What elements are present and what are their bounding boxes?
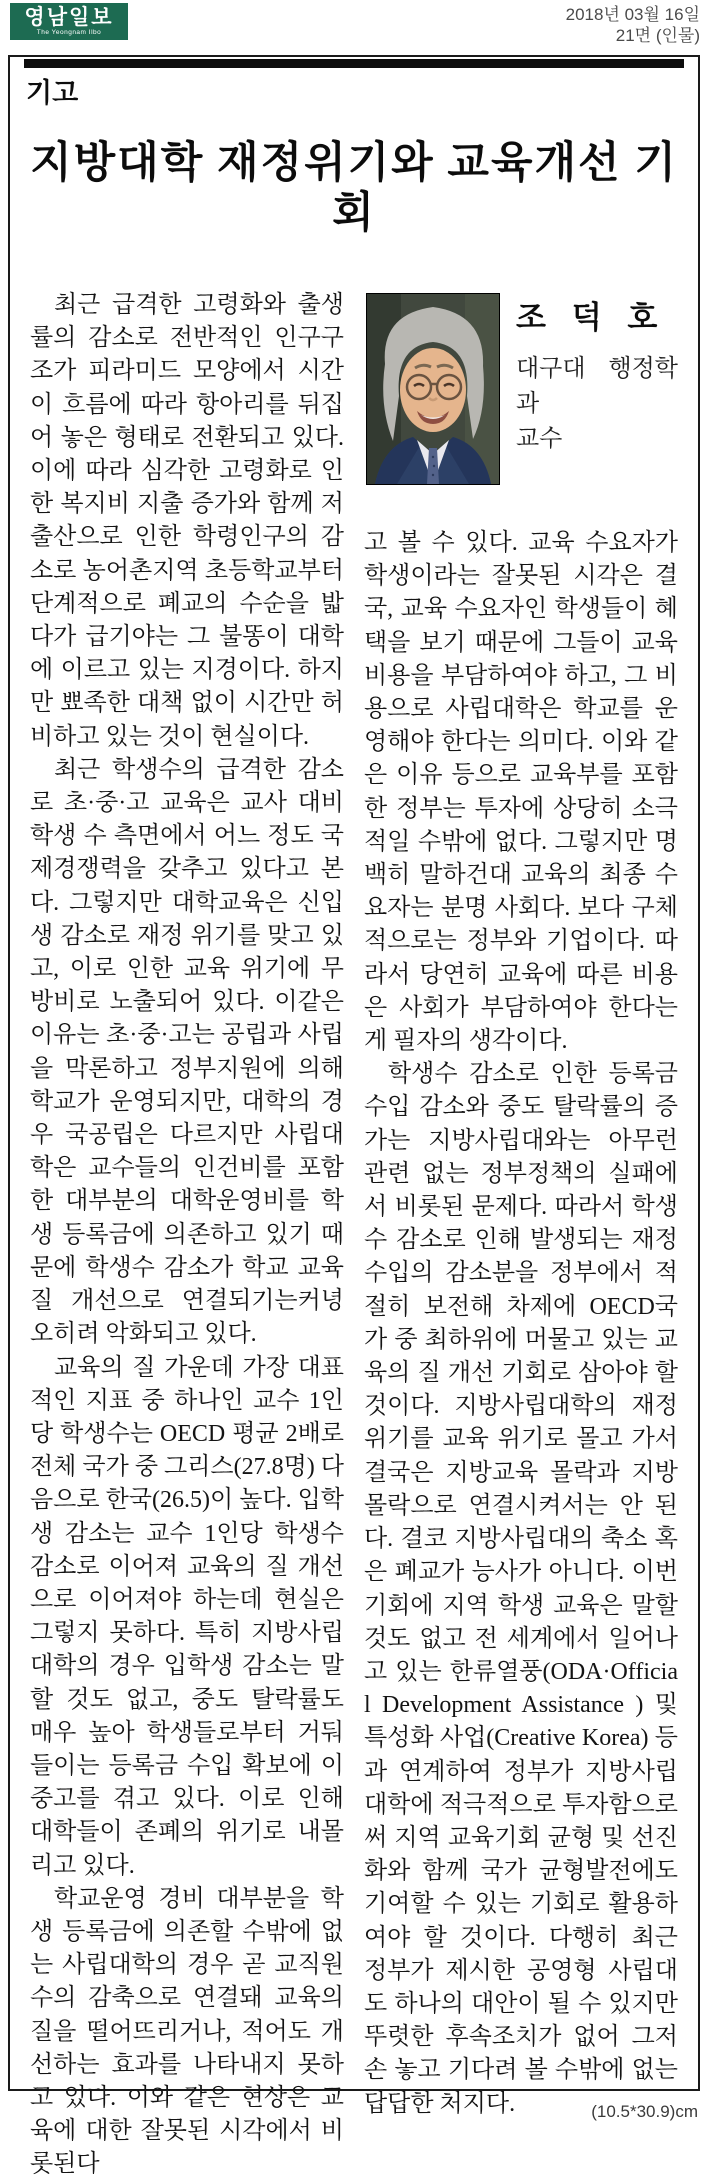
author-photo [366, 293, 500, 485]
issue-date: 2018년 03월 16일 [565, 5, 700, 24]
newspaper-logo [10, 3, 128, 40]
author-name: 조 덕 호 [516, 300, 667, 335]
article-paragraph: 교육의 질 가운데 가장 대표적인 지표 중 하나인 교수 1인당 학생수는 OECD 평균 2배로 전체 국가 중 그리스(27.8명) 다음으로 한국(26.5)이 높다. 입학생 감소는 교수 1인당 학생수 감소로 이어져 교육의 질 개선으로 이어져야 하는데 현실은 그렇지 못하다. 특히 지방사립대학의 경우 입학생 감소는 말할 것도 없고, 중도 탈락률도 매우 높아 학생들로부터 거둬들이는 등록금 수입 확보에 이중고를 겪고 있다. 이로 인해 대학들이 존폐의 위기로 내몰리고 있다. [30, 1354, 344, 1879]
article-paragraph: 학교운영 경비 대부분을 학생 등록금에 의존할 수밖에 없는 사립대학의 경우 곧 교직원 수의 감축으로 연결돼 교육의 질을 떨어뜨리거나, 적어도 개선하는 효과를 나타내지 못하고 있다. 이와 같은 현상은 교육에 대한 잘못된 시각에서 비롯된다 [30, 1885, 344, 2178]
article-paragraph: 최근 학생수의 급격한 감소로 초·중·고 교육은 교사 대비 학생 수 측면에서 어느 정도 국제경쟁력을 갖추고 있다고 본다. 그렇지만 대학교육은 신입생 감소로 재정 위기를 맞고 있고, 이로 인한 교육 위기에 무방비로 노출되어 있다. 이같은 이유는 초·중·고는 공립과 사립을 막론하고 정부지원에 의해 학교가 운영되지만, 대학의 경우 국공립은 다르지만 사립대학은 교수들의 인건비를 포함한 대부분의 대학운영비를 학생 등록금에 의존하고 있기 때문에 학생수 감소가 학교 교육 질 개선으로 연결되기는커녕 오히려 악화되고 있다. [30, 756, 344, 1348]
column-left [30, 289, 344, 2178]
article-headline: 지방대학 재정위기와 교육개선 기회 [30, 140, 678, 237]
article-paragraph: 학생수 감소로 인한 등록금 수입 감소와 중도 탈락률의 증가는 지방사립대와는 아무런 관련 없는 정부정책의 실패에서 비롯된 문제다. 따라서 학생수 감소로 인해 발생되는 재정 수입의 감소분을 정부에서 적절히 보전해 차제에 OECD국가 중 최하위에 머물고 있는 교육의 질 개선 기회로 삼아야 할 것이다. 지방사립대학의 재정 위기를 교육 위기로 몰고 가서 결국은 지방교육 몰락과 지방 몰락으로 연결시켜서는 안 된다. 결코 지방사립대의 축소 혹은 폐교가 능사가 아니다. 이번 기회에 지역 학생 교육은 말할 것도 없고 전 세계에서 일어나고 있는 한류열풍(ODA·Official Development Assistance ) 및 특성화 사업(Creative Korea) 등과 연계하여 정부가 지방사립대학에 적극적으로 투자함으로써 지역 교육기회 균형 및 선진화와 함께 국가 균형발전에도 기여할 수 있는 기회로 활용하여야 할 것이다. 다행히 최근 정부가 제시한 공영형 사립대도 하나의 대안이 될 수 있지만 뚜렷한 후속조치가 없어 그저 손 놓고 기다려 볼 수밖에 없는 답답한 처지다. [364, 1061, 678, 2117]
article-paragraph: 고 볼 수 있다. 교육 수요자가 학생이라는 잘못된 시각은 결국, 교육 수요자인 학생들이 혜택을 보기 때문에 그들이 교육비용을 부담하여야 하고, 그 비용으로 사립대학은 학교를 운영해야 한다는 의미다. 이와 같은 이유 등으로 교육부를 포함한 정부는 투자에 상당히 소극적일 수밖에 없다. 그렇지만 명백히 말하건대 교육의 최종 수요자는 분명 사회다. 보다 구체적으로는 정부와 기업이다. 따라서 당연히 교육에 따른 비용은 사회가 부담하여야 한다는 게 필자의 생각이다. [364, 530, 678, 1055]
author-block [366, 293, 678, 485]
issue-page: 21면 (인물) [615, 26, 700, 45]
author-title: 교수 [516, 425, 563, 452]
article-paragraph: 최근 급격한 고령화와 출생률의 감소로 전반적인 인구구조가 피라미드 모양에서 시간이 흐름에 따라 항아리를 뒤집어 놓은 형태로 전환되고 있다. 이에 따라 심각한 고령화로 인한 복지비 지출 증가와 함께 저출산으로 인한 학령인구의 감소로 농어촌지역 초등학교부터 단계적으로 폐교의 수순을 밟다가 급기야는 그 불똥이 대학에 이르고 있는 지경이다. 하지만 뾰족한 대책 없이 시간만 허비하고 있는 것이 현실이다. [30, 292, 344, 750]
author-portrait-illustration [367, 294, 499, 484]
section-label: 기고 [26, 78, 79, 108]
top-rule [24, 59, 684, 68]
clipping-size-note: (10.5*30.9)cm [591, 2102, 698, 2121]
logo-text: 영남일보 [24, 6, 114, 29]
column-right-text [364, 527, 678, 2121]
logo-subtext: The Yeongnam Ilbo [36, 29, 102, 36]
author-info [516, 293, 678, 485]
author-affiliation: 대구대 행정학과 [516, 355, 678, 417]
issue-info [566, 4, 700, 46]
